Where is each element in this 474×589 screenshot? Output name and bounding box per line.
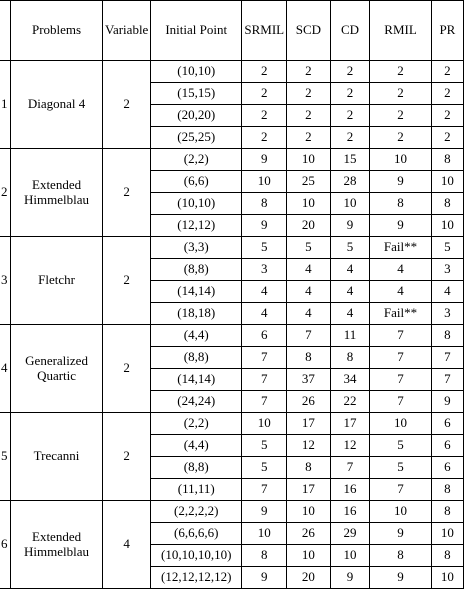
scd-cell: 17 (286, 413, 330, 435)
header-pr: PR (431, 1, 463, 61)
scd-cell: 8 (286, 347, 330, 369)
cd-cell: 10 (330, 545, 369, 567)
rmil-cell: 2 (370, 83, 432, 105)
header-srmil: SRMIL (242, 1, 287, 61)
srmil-cell: 3 (242, 259, 287, 281)
initial-point-cell: (8,8) (150, 457, 242, 479)
pr-cell: 8 (431, 479, 463, 501)
problem-name: Diagonal 4 (10, 61, 103, 149)
scd-cell: 2 (286, 105, 330, 127)
initial-point-cell: (3,3) (150, 237, 242, 259)
table-row (0, 149, 464, 171)
srmil-cell: 7 (242, 391, 287, 413)
rmil-cell: 10 (370, 413, 432, 435)
srmil-cell: 7 (242, 369, 287, 391)
initial-point-cell: (14,14) (150, 369, 242, 391)
table-row (0, 61, 464, 83)
srmil-cell: 9 (242, 215, 287, 237)
scd-cell: 12 (286, 435, 330, 457)
initial-point-cell: (2,2) (150, 413, 242, 435)
rmil-cell: 9 (370, 215, 432, 237)
problem-number: 2 (0, 149, 10, 237)
srmil-cell: 9 (242, 501, 287, 523)
srmil-cell: 2 (242, 105, 287, 127)
srmil-cell: 6 (242, 325, 287, 347)
pr-cell: 6 (431, 435, 463, 457)
header-variable: Variable (103, 1, 151, 61)
rmil-cell: 4 (370, 259, 432, 281)
pr-cell: 6 (431, 413, 463, 435)
problem-variable: 2 (103, 325, 151, 413)
rmil-cell: 2 (370, 127, 432, 149)
rmil-cell: 8 (370, 545, 432, 567)
pr-cell: 8 (431, 149, 463, 171)
pr-cell: 10 (431, 567, 463, 589)
pr-cell: 8 (431, 545, 463, 567)
problem-name: Trecanni (10, 413, 103, 501)
pr-cell: 8 (431, 501, 463, 523)
header-initial-point: Initial Point (150, 1, 242, 61)
pr-cell: 5 (431, 237, 463, 259)
initial-point-cell: (12,12,12,12) (150, 567, 242, 589)
srmil-cell: 4 (242, 281, 287, 303)
header-cd: CD (330, 1, 369, 61)
srmil-cell: 2 (242, 61, 287, 83)
pr-cell: 6 (431, 457, 463, 479)
problem-variable: 2 (103, 149, 151, 237)
rmil-cell: 9 (370, 523, 432, 545)
problem-number: 6 (0, 501, 10, 589)
pr-cell: 4 (431, 281, 463, 303)
srmil-cell: 9 (242, 567, 287, 589)
cd-cell: 2 (330, 61, 369, 83)
scd-cell: 26 (286, 523, 330, 545)
rmil-cell: 4 (370, 281, 432, 303)
pr-cell: 3 (431, 259, 463, 281)
initial-point-cell: (6,6,6,6) (150, 523, 242, 545)
header-scd: SCD (286, 1, 330, 61)
cd-cell: 22 (330, 391, 369, 413)
table-row (0, 237, 464, 259)
rmil-cell: 10 (370, 501, 432, 523)
problem-name: Extended Himmelblau (10, 149, 103, 237)
initial-point-cell: (2,2,2,2) (150, 501, 242, 523)
initial-point-cell: (4,4) (150, 325, 242, 347)
problem-number: 1 (0, 61, 10, 149)
problem-number: 3 (0, 237, 10, 325)
scd-cell: 10 (286, 149, 330, 171)
scd-cell: 5 (286, 237, 330, 259)
problem-name: Fletchr (10, 237, 103, 325)
initial-point-cell: (2,2) (150, 149, 242, 171)
initial-point-cell: (25,25) (150, 127, 242, 149)
scd-cell: 20 (286, 567, 330, 589)
srmil-cell: 4 (242, 303, 287, 325)
pr-cell: 2 (431, 83, 463, 105)
header-row (0, 1, 464, 61)
scd-cell: 10 (286, 545, 330, 567)
srmil-cell: 9 (242, 149, 287, 171)
cd-cell: 34 (330, 369, 369, 391)
initial-point-cell: (20,20) (150, 105, 242, 127)
pr-cell: 8 (431, 193, 463, 215)
initial-point-cell: (6,6) (150, 171, 242, 193)
problem-number: 5 (0, 413, 10, 501)
scd-cell: 2 (286, 83, 330, 105)
header-rmil: RMIL (370, 1, 432, 61)
problem-name: Extended Himmelblau (10, 501, 103, 589)
cd-cell: 7 (330, 457, 369, 479)
srmil-cell: 7 (242, 479, 287, 501)
scd-cell: 8 (286, 457, 330, 479)
initial-point-cell: (10,10) (150, 193, 242, 215)
problem-number: 4 (0, 325, 10, 413)
cd-cell: 10 (330, 193, 369, 215)
table-row (0, 325, 464, 347)
srmil-cell: 10 (242, 171, 287, 193)
srmil-cell: 2 (242, 83, 287, 105)
cd-cell: 2 (330, 105, 369, 127)
rmil-cell: 5 (370, 435, 432, 457)
pr-cell: 2 (431, 61, 463, 83)
srmil-cell: 5 (242, 237, 287, 259)
scd-cell: 25 (286, 171, 330, 193)
rmil-cell: 5 (370, 457, 432, 479)
cd-cell: 16 (330, 479, 369, 501)
cd-cell: 28 (330, 171, 369, 193)
table-row (0, 501, 464, 523)
srmil-cell: 10 (242, 413, 287, 435)
rmil-cell: 7 (370, 479, 432, 501)
pr-cell: 7 (431, 347, 463, 369)
scd-cell: 2 (286, 127, 330, 149)
scd-cell: 10 (286, 501, 330, 523)
pr-cell: 2 (431, 105, 463, 127)
problem-variable: 2 (103, 61, 151, 149)
pr-cell: 9 (431, 391, 463, 413)
rmil-cell: 7 (370, 347, 432, 369)
scd-cell: 10 (286, 193, 330, 215)
scd-cell: 17 (286, 479, 330, 501)
cd-cell: 29 (330, 523, 369, 545)
cd-cell: 9 (330, 215, 369, 237)
scd-cell: 2 (286, 61, 330, 83)
rmil-cell: Fail** (370, 237, 432, 259)
scd-cell: 4 (286, 303, 330, 325)
cd-cell: 11 (330, 325, 369, 347)
initial-point-cell: (15,15) (150, 83, 242, 105)
problem-variable: 2 (103, 237, 151, 325)
pr-cell: 8 (431, 325, 463, 347)
initial-point-cell: (4,4) (150, 435, 242, 457)
initial-point-cell: (18,18) (150, 303, 242, 325)
rmil-cell: 10 (370, 149, 432, 171)
rmil-cell: 7 (370, 391, 432, 413)
srmil-cell: 5 (242, 457, 287, 479)
srmil-cell: 2 (242, 127, 287, 149)
rmil-cell: 8 (370, 193, 432, 215)
initial-point-cell: (10,10) (150, 61, 242, 83)
pr-cell: 10 (431, 171, 463, 193)
srmil-cell: 5 (242, 435, 287, 457)
table-body (0, 61, 464, 589)
initial-point-cell: (14,14) (150, 281, 242, 303)
initial-point-cell: (24,24) (150, 391, 242, 413)
pr-cell: 2 (431, 127, 463, 149)
pr-cell: 10 (431, 215, 463, 237)
rmil-cell: 9 (370, 171, 432, 193)
header-num (0, 1, 10, 61)
rmil-cell: 7 (370, 325, 432, 347)
cd-cell: 17 (330, 413, 369, 435)
srmil-cell: 8 (242, 193, 287, 215)
rmil-cell: Fail** (370, 303, 432, 325)
pr-cell: 10 (431, 523, 463, 545)
srmil-cell: 7 (242, 347, 287, 369)
rmil-cell: 9 (370, 567, 432, 589)
problem-variable: 2 (103, 413, 151, 501)
scd-cell: 7 (286, 325, 330, 347)
pr-cell: 3 (431, 303, 463, 325)
srmil-cell: 8 (242, 545, 287, 567)
initial-point-cell: (12,12) (150, 215, 242, 237)
initial-point-cell: (8,8) (150, 347, 242, 369)
cd-cell: 8 (330, 347, 369, 369)
rmil-cell: 2 (370, 105, 432, 127)
cd-cell: 16 (330, 501, 369, 523)
pr-cell: 7 (431, 369, 463, 391)
cd-cell: 4 (330, 259, 369, 281)
scd-cell: 20 (286, 215, 330, 237)
scd-cell: 4 (286, 281, 330, 303)
cd-cell: 2 (330, 127, 369, 149)
table-row (0, 413, 464, 435)
initial-point-cell: (11,11) (150, 479, 242, 501)
scd-cell: 26 (286, 391, 330, 413)
problem-name: Generalized Quartic (10, 325, 103, 413)
initial-point-cell: (8,8) (150, 259, 242, 281)
cd-cell: 9 (330, 567, 369, 589)
srmil-cell: 10 (242, 523, 287, 545)
scd-cell: 37 (286, 369, 330, 391)
cd-cell: 15 (330, 149, 369, 171)
cd-cell: 5 (330, 237, 369, 259)
cd-cell: 2 (330, 83, 369, 105)
header-problems: Problems (10, 1, 103, 61)
initial-point-cell: (10,10,10,10) (150, 545, 242, 567)
rmil-cell: 7 (370, 369, 432, 391)
cd-cell: 4 (330, 281, 369, 303)
cd-cell: 4 (330, 303, 369, 325)
rmil-cell: 2 (370, 61, 432, 83)
scd-cell: 4 (286, 259, 330, 281)
cd-cell: 12 (330, 435, 369, 457)
problem-variable: 4 (103, 501, 151, 589)
